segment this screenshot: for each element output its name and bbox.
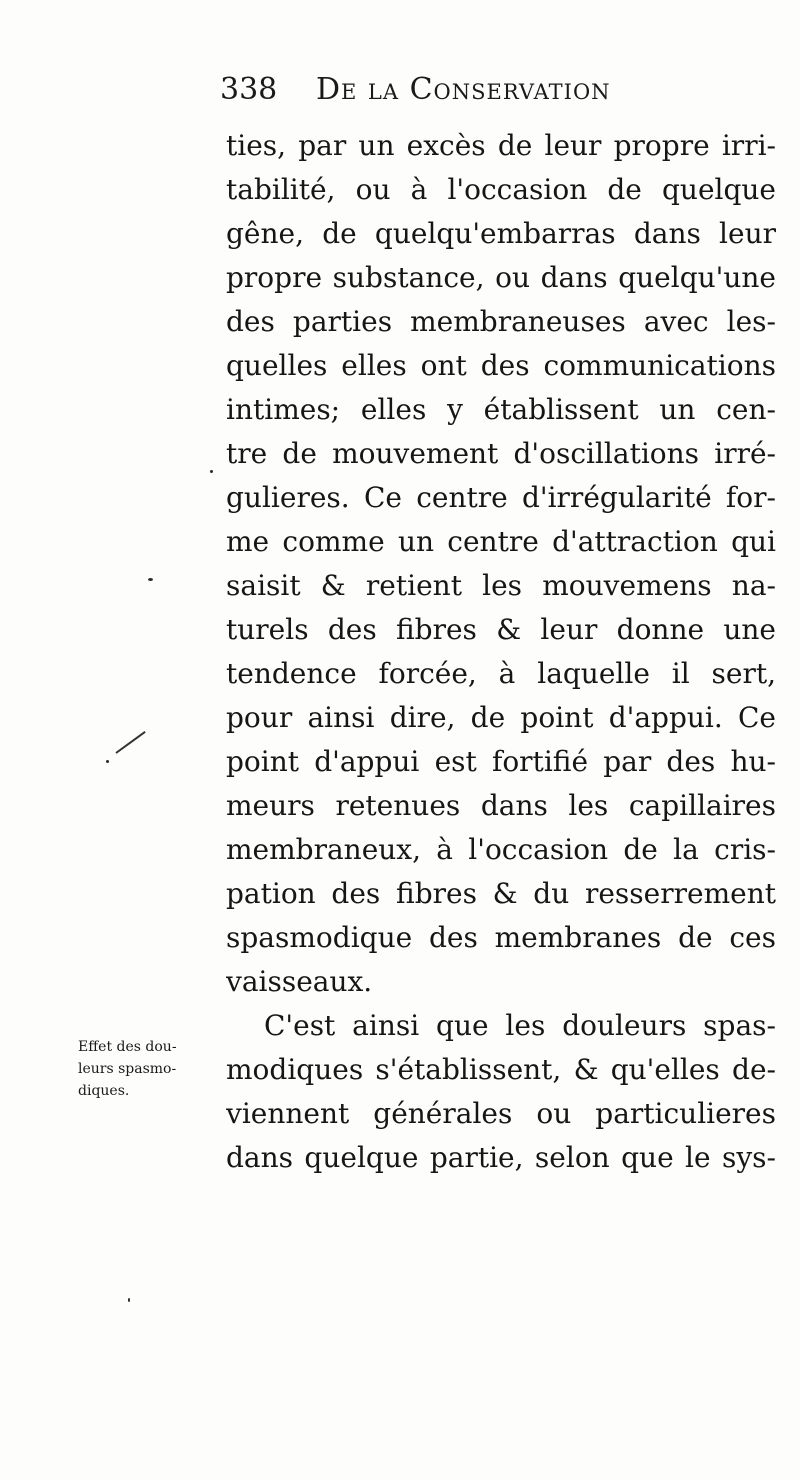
margin-note-line: Effet des dou- [78,1039,177,1055]
text-line: C'est ainsi que les douleurs spas- [264,1009,776,1042]
text-line: pour ainsi dire, de point d'appui. Ce [226,701,776,734]
text-line: meurs retenues dans les capillaires [226,789,776,822]
text-line: viennent générales ou particulieres [226,1097,776,1130]
text-line: vaisseaux. [226,965,373,998]
text-line: modiques s'établissent, & qu'elles de- [226,1053,776,1086]
text-line: intimes; elles y établissent un cen- [226,393,776,426]
text-line: membraneux, à l'occasion de la cris- [226,833,776,866]
text-line: saisit & retient les mouvemens na- [226,569,776,602]
ink-stroke-mark [115,731,145,754]
text-line: gêne, de quelqu'embarras dans leur [226,217,776,250]
text-line: dans quelque partie, selon que le sys- [226,1141,776,1174]
text-line: pation des fibres & du resserrement [226,877,776,910]
margin-note-line: leurs spasmo- [78,1061,177,1077]
text-line: turels des fibres & leur donne une [226,613,776,646]
text-line: propre substance, ou dans quelqu'une [226,261,776,294]
text-line: spasmodique des membranes de ces [226,921,776,954]
ink-speck [106,760,109,763]
text-line: des parties membraneuses avec les- [226,305,776,338]
ink-speck [128,1298,130,1302]
margin-note-line: diques. [78,1083,130,1099]
page-number: 338 [220,72,278,107]
body-text [226,124,776,1180]
running-head [220,70,780,114]
text-line: tre de mouvement d'oscillations irré- [226,437,776,470]
running-title: De la Conservation [316,72,611,107]
margin-note [78,1036,228,1102]
text-line: me comme un centre d'attraction qui [226,525,776,558]
text-line: tabilité, ou à l'occasion de quelque [226,173,776,206]
ink-speck [148,578,153,581]
text-line: quelles elles ont des communications [226,349,776,382]
text-line: gulieres. Ce centre d'irrégularité for- [226,481,776,514]
ink-speck [210,470,213,473]
text-line: tendence forcée, à laquelle il sert, [226,657,776,690]
text-line: point d'appui est fortifié par des hu- [226,745,776,778]
text-line: ties, par un excès de leur propre irri- [226,129,776,162]
